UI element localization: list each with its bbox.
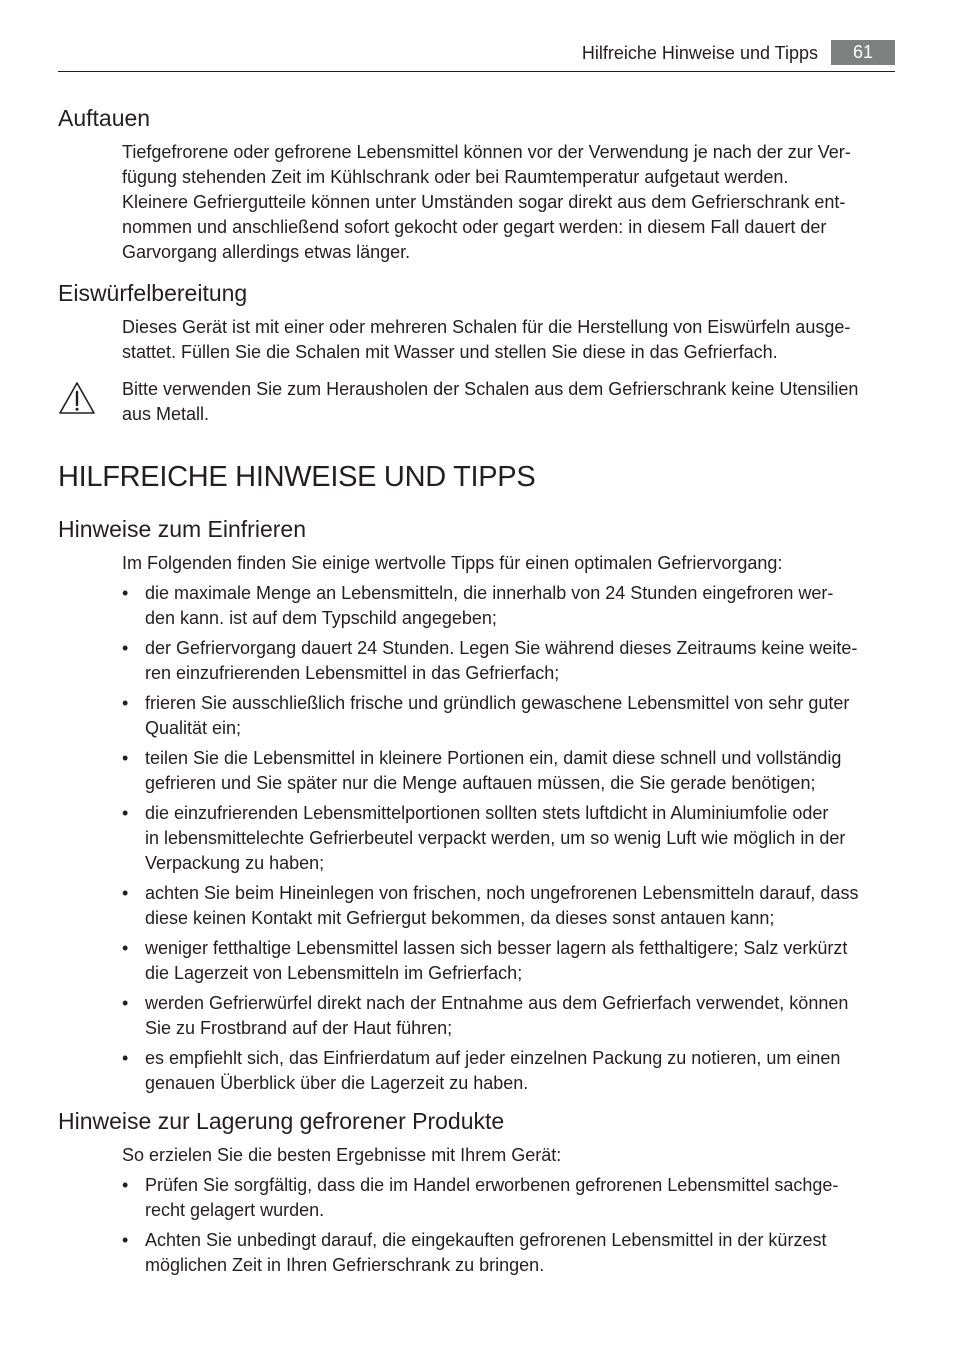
list-item-line: Prüfen Sie sorgfältig, dass die im Handel erworbenen gefrorenen Lebensmittel sachge- (145, 1175, 839, 1195)
section-heading-lagerung: Hinweise zur Lagerung gefrorener Produkte (58, 1108, 505, 1134)
bullet-icon: • (122, 938, 129, 958)
list-item-line: ren einzufrierenden Lebensmittel in das Gefrierfach; (145, 663, 560, 683)
text-line: Garvorgang allerdings etwas länger. (122, 242, 411, 262)
list-item (122, 636, 896, 686)
list-item-line: in lebensmittelechte Gefrierbeutel verpackt werden, um so wenig Luft wie möglich in der (145, 828, 846, 848)
list-item-line: die Lagerzeit von Lebensmitteln im Gefrierfach; (145, 963, 523, 983)
lagerung-bullet-list (122, 1173, 896, 1278)
page-content (58, 100, 898, 1283)
list-item-line: recht gelagert wurden. (145, 1200, 325, 1220)
bullet-icon: • (122, 993, 129, 1013)
list-item (122, 801, 896, 876)
list-item-line: es empfiehlt sich, das Einfrierdatum auf jeder einzelnen Packung zu notieren, um einen (145, 1048, 841, 1068)
page-header (58, 40, 895, 72)
list-item-line: achten Sie beim Hineinlegen von frischen, noch ungefrorenen Lebensmitteln darauf, dass (145, 883, 859, 903)
text-line: nommen und anschließend sofort gekocht oder gegart werden: in diesem Fall dauert der (122, 217, 827, 237)
list-item (122, 991, 896, 1041)
list-item-line: Verpackung zu haben; (145, 853, 325, 873)
einfrieren-bullet-list (122, 581, 896, 1096)
bullet-icon: • (122, 883, 129, 903)
list-item-line: werden Gefrierwürfel direkt nach der Entnahme aus dem Gefrierfach verwendet, können (145, 993, 849, 1013)
warning-note (58, 377, 898, 427)
einfrieren-intro: Im Folgenden finden Sie einige wertvolle Tipps für einen optimalen Gefriervorgang: (122, 553, 783, 573)
chapter-heading: HILFREICHE HINWEISE UND TIPPS (58, 461, 536, 493)
warning-triangle-icon (58, 381, 96, 415)
eiswuerfel-paragraph (122, 315, 894, 365)
list-item-line: diese keinen Kontakt mit Gefriergut bekommen, da dieses sonst antauen kann; (145, 908, 775, 928)
list-item-line: möglichen Zeit in Ihren Gefrierschrank zu bringen. (145, 1255, 545, 1275)
list-item-line: Achten Sie unbedingt darauf, die eingekauften gefrorenen Lebensmittel in der kürzest (145, 1230, 827, 1250)
list-item-line: die einzufrierenden Lebensmittelportionen sollten stets luftdicht in Aluminiumfolie oder (145, 803, 829, 823)
bullet-icon: • (122, 803, 129, 823)
list-item-line: Qualität ein; (145, 718, 242, 738)
list-item (122, 1228, 896, 1278)
bullet-icon: • (122, 748, 129, 768)
list-item (122, 746, 896, 796)
auftauen-paragraph (122, 140, 894, 265)
bullet-icon: • (122, 1048, 129, 1068)
text-line: aus Metall. (122, 404, 210, 424)
section-heading-einfrieren: Hinweise zum Einfrieren (58, 516, 306, 542)
header-title: Hilfreiche Hinweise und Tipps (581, 43, 818, 63)
text-line: Tiefgefrorene oder gefrorene Lebensmittel können vor der Verwendung je nach der zur Ver- (122, 142, 851, 162)
list-item-line: teilen Sie die Lebensmittel in kleinere Portionen ein, damit diese schnell und vollständig (145, 748, 842, 768)
list-item-line: der Gefriervorgang dauert 24 Stunden. Legen Sie während dieses Zeitraums keine weite- (145, 638, 858, 658)
list-item-line: Sie zu Frostbrand auf der Haut führen; (145, 1018, 453, 1038)
bullet-icon: • (122, 638, 129, 658)
list-item (122, 691, 896, 741)
warning-text (122, 377, 894, 427)
list-item (122, 881, 896, 931)
text-line: fügung stehenden Zeit im Kühlschrank oder bei Raumtemperatur aufgetaut werden. (122, 167, 789, 187)
page-number: 61 (831, 40, 895, 65)
list-item (122, 581, 896, 631)
section-heading-eiswuerfel: Eiswürfelbereitung (58, 280, 248, 306)
bullet-icon: • (122, 1175, 129, 1195)
list-item-line: weniger fetthaltige Lebensmittel lassen sich besser lagern als fetthaltigere; Salz verkürzt (145, 938, 848, 958)
bullet-icon: • (122, 693, 129, 713)
section-heading-auftauen: Auftauen (58, 105, 151, 131)
bullet-icon: • (122, 1230, 129, 1250)
text-line: stattet. Füllen Sie die Schalen mit Wasser und stellen Sie diese in das Gefrierfach. (122, 342, 778, 362)
text-line: Kleinere Gefriergutteile können unter Umständen sogar direkt aus dem Gefrierschrank ent- (122, 192, 846, 212)
list-item-line: gefrieren und Sie später nur die Menge auftauen müssen, die Sie gerade benötigen; (145, 773, 816, 793)
list-item-line: genauen Überblick über die Lagerzeit zu haben. (145, 1073, 529, 1093)
list-item-line: frieren Sie ausschließlich frische und gründlich gewaschene Lebensmittel von sehr guter (145, 693, 850, 713)
list-item (122, 936, 896, 986)
bullet-icon: • (122, 583, 129, 603)
text-line: Bitte verwenden Sie zum Herausholen der Schalen aus dem Gefrierschrank keine Utensilien (122, 379, 859, 399)
list-item-line: den kann. ist auf dem Typschild angegeben; (145, 608, 497, 628)
list-item (122, 1173, 896, 1223)
lagerung-intro: So erzielen Sie die besten Ergebnisse mit Ihrem Gerät: (122, 1145, 562, 1165)
list-item (122, 1046, 896, 1096)
text-line: Dieses Gerät ist mit einer oder mehreren Schalen für die Herstellung von Eiswürfeln ausge- (122, 317, 851, 337)
list-item-line: die maximale Menge an Lebensmitteln, die innerhalb von 24 Stunden eingefroren wer- (145, 583, 834, 603)
